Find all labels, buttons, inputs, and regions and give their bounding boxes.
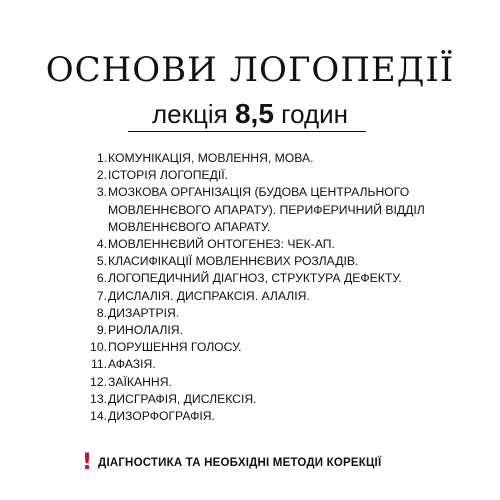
list-item (82, 270, 472, 287)
list-item-text: ДИЗОРФОГРАФІЯ. (108, 409, 215, 424)
list-item-number: 12. (90, 374, 107, 389)
list-item-text: МОЗКОВА ОРГАНІЗАЦІЯ (БУДОВА ЦЕНТРАЛЬНОГО МОВЛЕННЄВОГО АПАРАТУ). ПЕРИФЕРИЧНИЙ ВІДДІЛ МОВЛЕННЄВОГО АПАРАТУ. (108, 185, 425, 234)
list-item-text: ЛОГОПЕДИЧНИЙ ДІАГНОЗ, СТРУКТУРА ДЕФЕКТУ. (108, 271, 402, 286)
list-item-number: 13. (90, 391, 107, 406)
list-item-text: ДИСЛАЛІЯ. ДИСПРАКСІЯ. АЛАЛІЯ. (108, 288, 310, 303)
exclamation-icon: ! (82, 450, 93, 475)
list-item-text: ПОРУШЕННЯ ГОЛОСУ. (108, 340, 242, 355)
list-item-text: КЛАСИФІКАЦІЇ МОВЛЕННЄВИХ РОЗЛАДІВ. (108, 254, 359, 269)
list-item-number: 1. (96, 151, 107, 165)
hours-unit: годин (281, 99, 349, 129)
list-item (82, 288, 472, 305)
footer-note (82, 452, 381, 474)
list-item-text: РИНОЛАЛІЯ. (108, 323, 183, 338)
list-item-text: ІСТОРІЯ ЛОГОПЕДІЇ. (108, 168, 229, 183)
list-item (82, 408, 472, 425)
page-title: ОСНОВИ ЛОГОПЕДІЇ (45, 50, 455, 90)
list-item-text: МОВЛЕННЄВИЙ ОНТОГЕНЕЗ: ЧЕК-АП. (108, 237, 335, 252)
topics-list (82, 150, 472, 425)
footer-text: ДІАГНОСТИКА ТА НЕОБХІДНІ МЕТОДИ КОРЕКЦІЇ (98, 457, 382, 469)
list-item-number: 2. (96, 168, 107, 183)
list-item-number: 7. (96, 288, 107, 303)
list-item-number: 4. (96, 237, 107, 252)
lecture-label: лекція (151, 99, 228, 129)
lecture-hours (0, 96, 500, 132)
list-item (82, 374, 472, 391)
list-item (82, 305, 472, 322)
list-item-number: 3. (96, 185, 107, 200)
list-item (82, 391, 472, 408)
list-item-text: ДИСГРАФІЯ, ДИСЛЕКСІЯ. (108, 391, 257, 406)
list-item-number: 8. (96, 305, 107, 320)
list-item-number: 14. (90, 409, 107, 424)
list-item-number: 6. (96, 271, 107, 286)
list-item-number: 5. (96, 254, 107, 269)
list-item-text: ЗАЇКАННЯ. (108, 374, 172, 389)
list-item (82, 253, 472, 270)
list-item-text: КОМУНІКАЦІЯ, МОВЛЕННЯ, МОВА. (108, 151, 314, 165)
list-item (82, 322, 472, 339)
list-item-number: 9. (96, 323, 107, 338)
list-item (82, 339, 472, 356)
list-item (82, 150, 472, 167)
list-item (82, 167, 472, 184)
list-item (82, 356, 472, 373)
list-item (82, 236, 472, 253)
list-item-text: ДИЗАРТРІЯ. (108, 305, 180, 320)
list-item-text: АФАЗІЯ. (108, 357, 156, 372)
list-item (82, 184, 472, 236)
subtitle-underline (128, 131, 366, 132)
list-item-number: 10. (90, 340, 107, 355)
hours-value: 8,5 (234, 98, 274, 129)
list-item-number: 11. (90, 357, 107, 372)
